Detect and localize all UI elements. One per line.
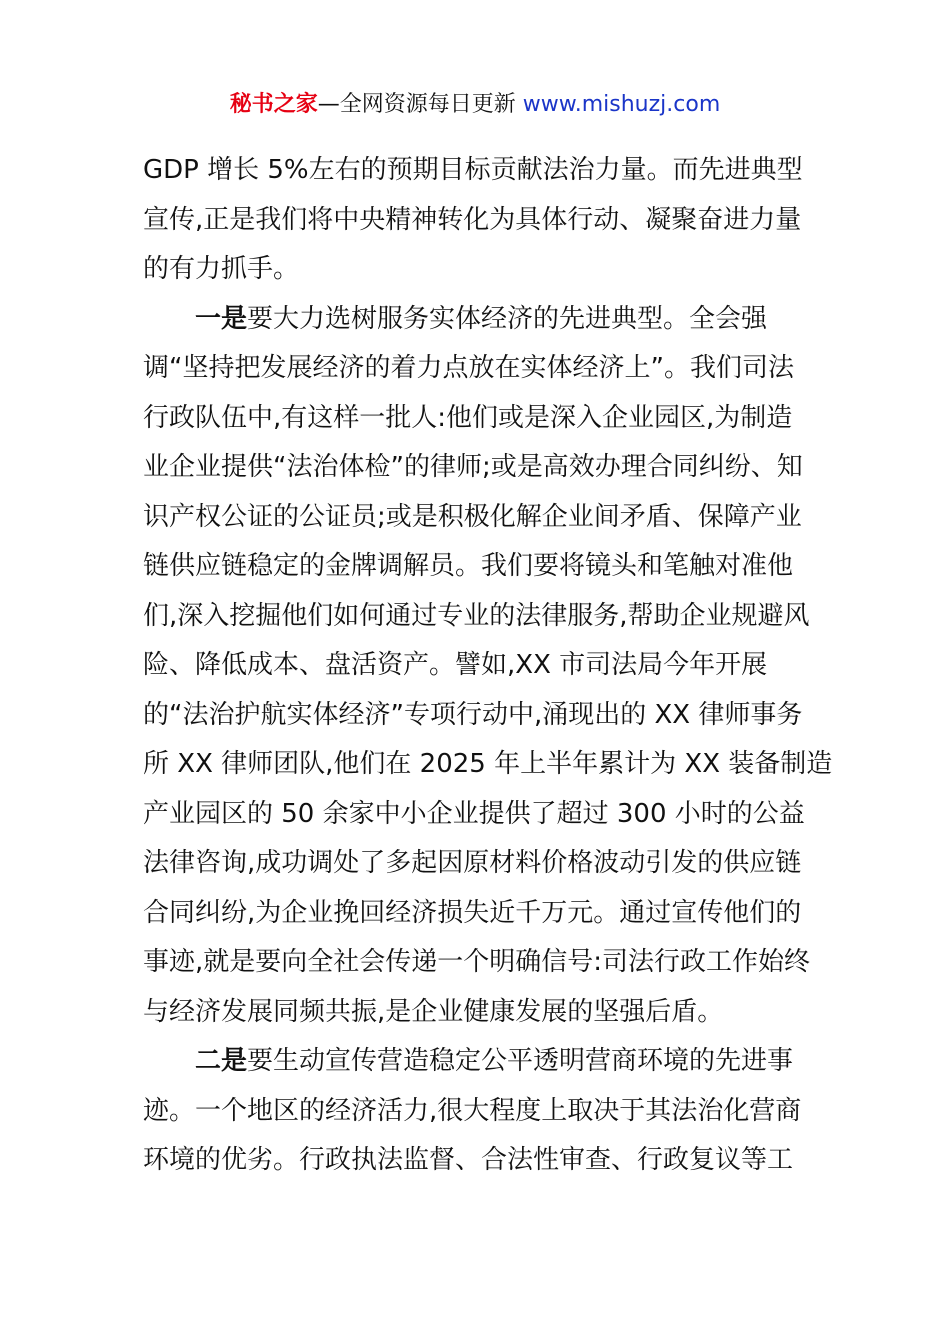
site-url-link[interactable]: www.mishuzj.com [522,92,721,117]
text-line: 调“坚持把发展经济的着力点放在实体经济上”。我们司法 [143,353,794,383]
brand-name: 秘书之家 [229,92,318,117]
text-line: 行政队伍中,有这样一批人:他们或是深入企业园区,为制造 [143,402,793,433]
text-line [143,1037,813,1087]
text-line: 的有力抓手。 [143,254,300,284]
text-line: 事迹,就是要向全社会传递一个明确信号:司法行政工作始终 [143,947,811,977]
text-line: 合同纠纷,为企业挽回经济损失近千万元。通过宣传他们的 [143,897,802,928]
paragraph-point-two [143,1037,813,1186]
text-line: 链供应链稳定的金牌调解员。我们要将镜头和笔触对准他 [143,551,794,581]
text-line: 环境的优劣。行政执法监督、合法性审查、行政复议等工 [143,1145,794,1175]
text-line: 宣传,正是我们将中央精神转化为具体行动、凝聚奋进力量 [143,204,802,235]
text-line: 迹。一个地区的经济活力,很大程度上取决于其法治化营商 [143,1095,802,1126]
header-tagline: —全网资源每日更新 [317,92,523,117]
text-line: 业企业提供“法治体检”的律师;或是高效办理合同纠纷、知 [143,452,803,482]
text-line: 与经济发展同频共振,是企业健康发展的坚强后盾。 [143,996,724,1027]
text-line: 们,深入挖掘他们如何通过专业的法律服务,帮助企业规避风 [143,600,810,631]
site-header [0,88,950,122]
paragraph-lead: 一是 [195,303,248,334]
text-span: 要生动宣传营造稳定公平透明营商环境的先进事 [247,1046,794,1076]
text-line: GDP 增长 5%左右的预期目标贡献法治力量。而先进典型 [143,155,803,185]
text-line: 险、降低成本、盘活资产。譬如,XX 市司法局今年开展 [143,650,768,680]
text-line: 产业园区的 50 余家中小企业提供了超过 300 小时的公益 [143,798,805,829]
document-body [143,146,833,1186]
text-line [143,295,813,345]
text-line: 的“法治护航实体经济”专项行动中,涌现出的 XX 律师事务 [143,699,803,730]
paragraph-point-one [143,295,833,1038]
text-line: 识产权公证的公证员;或是积极化解企业间矛盾、保障产业 [143,501,802,532]
text-line: 法律咨询,成功调处了多起因原材料价格波动引发的供应链 [143,848,802,878]
paragraph-intro [143,146,813,295]
paragraph-lead: 二是 [195,1046,248,1076]
text-line: 所 XX 律师团队,他们在 2025 年上半年累计为 XX 装备制造 [143,749,833,779]
text-span: 要大力选树服务实体经济的先进典型。全会强 [247,303,768,334]
